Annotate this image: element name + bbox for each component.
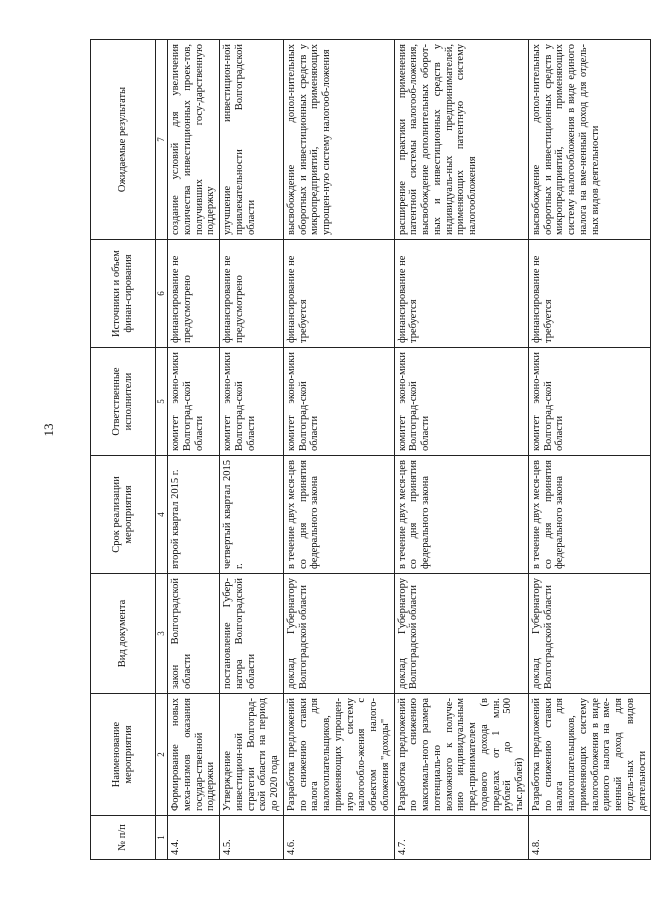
table-row	[528, 40, 651, 860]
column-number: 2	[156, 694, 168, 816]
row-fin: финансирование не требуется	[394, 240, 528, 348]
row-name: Разработка предложений по снижению ставки налога для налогоплательщиков, применяющих систему налогообложения в виде единого налога на вме-ненный доход для отдель-ных видов деятельности	[528, 694, 651, 816]
row-exec: комитет эконо-мики Волгоград-ской области	[394, 348, 528, 456]
column-number: 5	[156, 348, 168, 456]
table-row	[394, 40, 528, 860]
row-name: Разработка предложений по снижению ставки налога для налогоплательщиков, применяющих упрощен-ную систему налогообло-жения с объектом налого-обложения "доходы"	[283, 694, 394, 816]
row-fin: финансирование не требуется	[283, 240, 394, 348]
row-result: высвобождение допол-нительных оборотных и инвестиционных средств у микропредприятий, применяющих систему налогообложения в виде единого налога на вме-ненный доход для отдель-ных видов деятельности	[528, 40, 651, 240]
column-number: 3	[156, 574, 168, 694]
row-doc: доклад Губернатору Волгоградской области	[283, 574, 394, 694]
row-term: в течение двух меся-цев со дня принятия федерального закона	[394, 456, 528, 574]
column-number-row	[156, 40, 168, 860]
header-result: Ожидаемые результаты	[91, 40, 156, 240]
row-exec: комитет эконо-мики Волгоград-ской области	[283, 348, 394, 456]
header-term: Срок реализации мероприятия	[91, 456, 156, 574]
row-exec: комитет эконо-мики Волгоград-ской области	[168, 348, 220, 456]
row-doc: закон Волгоградской области	[168, 574, 220, 694]
row-term: второй квартал 2015 г.	[168, 456, 220, 574]
row-fin: финансирование не предусмотрено	[168, 240, 220, 348]
row-num: 4.8.	[528, 816, 651, 860]
header-num: № п/п	[91, 816, 156, 860]
column-number: 6	[156, 240, 168, 348]
column-number: 7	[156, 40, 168, 240]
column-number: 4	[156, 456, 168, 574]
row-num: 4.4.	[168, 816, 220, 860]
row-result: расширение практики применения патентной системы налогооб-ложения, высвобождение дополнительных оборот-ных и инвестиционных средств у индивидуаль-ных предпринимателей, применяющих патентную систему налогообложения	[394, 40, 528, 240]
row-result: улучшение инвестицион-ной привлекательности Волгоградской области	[220, 40, 284, 240]
table-header-row	[91, 40, 156, 860]
table-row	[168, 40, 220, 860]
row-name: Формирование новых меха-низмов оказания государ-ственной поддержки	[168, 694, 220, 816]
row-doc: постановление Губер-натора Волгоградской области	[220, 574, 284, 694]
row-doc: доклад Губернатору Волгоградской области	[394, 574, 528, 694]
header-fin: Источники и объем финан-сирования	[91, 240, 156, 348]
header-exec: Ответственные исполнители	[91, 348, 156, 456]
row-result: создание условий для увеличения количества инвестиционных проек-тов, получивших госу-дарственную поддержку	[168, 40, 220, 240]
row-term: четвертый квартал 2015 г.	[220, 456, 284, 574]
page-number: 13	[41, 423, 56, 437]
column-number: 1	[156, 816, 168, 860]
table-row	[283, 40, 394, 860]
row-name: Разработка предложений по снижению максималь-ного размера потенциаль-но возможного к получе-нию индивидуальным пред-принимателем годового дохода (в пределах от 1 млн. рублей до 500 тыс.рублей)	[394, 694, 528, 816]
row-name: Утверждение инвестицион-ной стратегии Волгоград-ской области на период до 2020 года	[220, 694, 284, 816]
row-num: 4.7.	[394, 816, 528, 860]
row-fin: финансирование не требуется	[528, 240, 651, 348]
table-row	[220, 40, 284, 860]
row-exec: комитет эконо-мики Волгоград-ской области	[528, 348, 651, 456]
row-result: высвобождение допол-нительных оборотных и инвестиционных средств у микропредприятий, применяющих упрощен-ную систему налогооб-ложения	[283, 40, 394, 240]
header-name: Наименование мероприятия	[91, 694, 156, 816]
row-num: 4.6.	[283, 816, 394, 860]
row-num: 4.5.	[220, 816, 284, 860]
row-doc: доклад Губернатору Волгоградской области	[528, 574, 651, 694]
row-fin: финансирование не предусмотрено	[220, 240, 284, 348]
measures-table-container	[90, 40, 648, 860]
row-term: в течение двух меся-цев со дня принятия федерального закона	[528, 456, 651, 574]
row-term: в течение двух меся-цев со дня принятия федерального закона	[283, 456, 394, 574]
row-exec: комитет эконо-мики Волгоград-ской области	[220, 348, 284, 456]
header-doc: Вид документа	[91, 574, 156, 694]
measures-table	[90, 39, 651, 860]
